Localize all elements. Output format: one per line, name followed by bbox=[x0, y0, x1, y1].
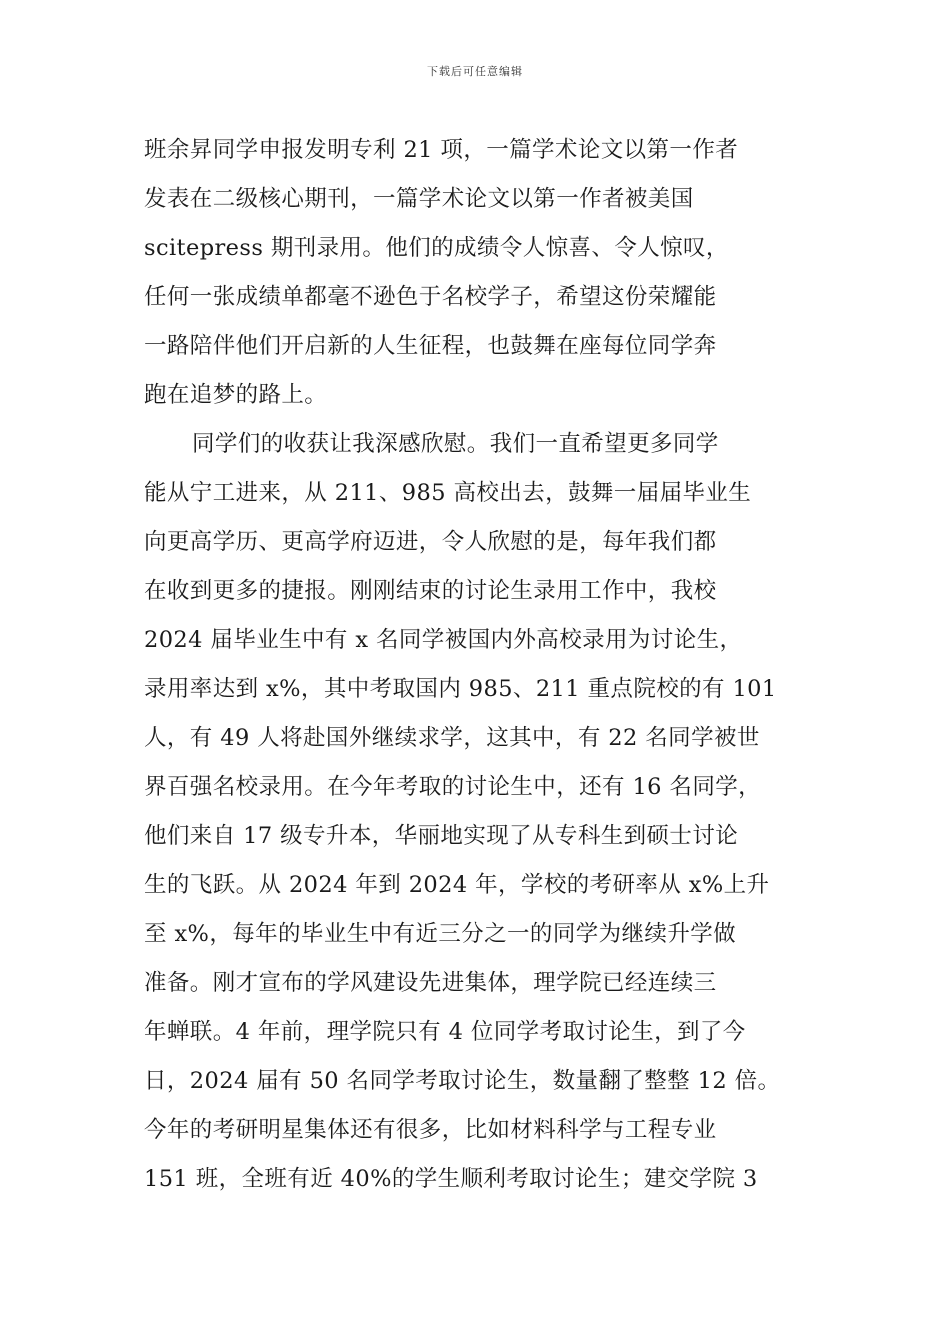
text-line: 151 班，全班有近 40%的学生顺利考取讨论生；建交学院 3 bbox=[144, 1166, 758, 1192]
text-line: 今年的考研明星集体还有很多，比如材料科学与工程专业 bbox=[144, 1117, 717, 1143]
text-line: 能从宁工进来，从 211、985 高校出去，鼓舞一届届毕业生 bbox=[144, 480, 752, 506]
text-line: 人，有 49 人将赴国外继续求学，这其中，有 22 名同学被世 bbox=[144, 725, 760, 751]
text-line: 同学们的收获让我深感欣慰。我们一直希望更多同学 bbox=[192, 431, 719, 457]
text-line: 录用率达到 x%，其中考取国内 985、211 重点院校的有 101 bbox=[144, 676, 777, 702]
text-line: 界百强名校录用。在今年考取的讨论生中，还有 16 名同学， bbox=[144, 774, 762, 800]
page-header: 下载后可任意编辑 bbox=[427, 65, 523, 78]
text-line: 准备。刚才宣布的学风建设先进集体，理学院已经连续三 bbox=[144, 970, 717, 996]
text-line: 发表在二级核心期刊，一篇学术论文以第一作者被美国 bbox=[144, 186, 694, 212]
text-line: 日，2024 届有 50 名同学考取讨论生，数量翻了整整 12 倍。 bbox=[144, 1068, 781, 1094]
text-line: scitepress 期刊录用。他们的成绩令人惊喜、令人惊叹， bbox=[144, 235, 729, 261]
text-line: 生的飞跃。从 2024 年到 2024 年，学校的考研率从 x%上升 bbox=[144, 872, 770, 898]
text-line: 至 x%，每年的毕业生中有近三分之一的同学为继续升学做 bbox=[144, 921, 737, 947]
paragraph bbox=[144, 420, 810, 1204]
text-line: 在收到更多的捷报。刚刚结束的讨论生录用工作中，我校 bbox=[144, 578, 717, 604]
paragraph bbox=[144, 126, 810, 420]
text-line: 任何一张成绩单都毫不逊色于名校学子，希望这份荣耀能 bbox=[144, 284, 717, 310]
text-line: 班余昇同学申报发明专利 21 项，一篇学术论文以第一作者 bbox=[144, 137, 739, 163]
text-line: 向更高学历、更高学府迈进，令人欣慰的是，每年我们都 bbox=[144, 529, 717, 555]
document-body bbox=[144, 126, 810, 1204]
text-line: 2024 届毕业生中有 x 名同学被国内外高校录用为讨论生， bbox=[144, 627, 743, 653]
text-line: 他们来自 17 级专升本，华丽地实现了从专科生到硕士讨论 bbox=[144, 823, 739, 849]
text-line: 年蝉联。4 年前，理学院只有 4 位同学考取讨论生，到了今 bbox=[144, 1019, 746, 1045]
text-line: 跑在追梦的路上。 bbox=[144, 382, 328, 408]
text-line: 一路陪伴他们开启新的人生征程，也鼓舞在座每位同学奔 bbox=[144, 333, 717, 359]
